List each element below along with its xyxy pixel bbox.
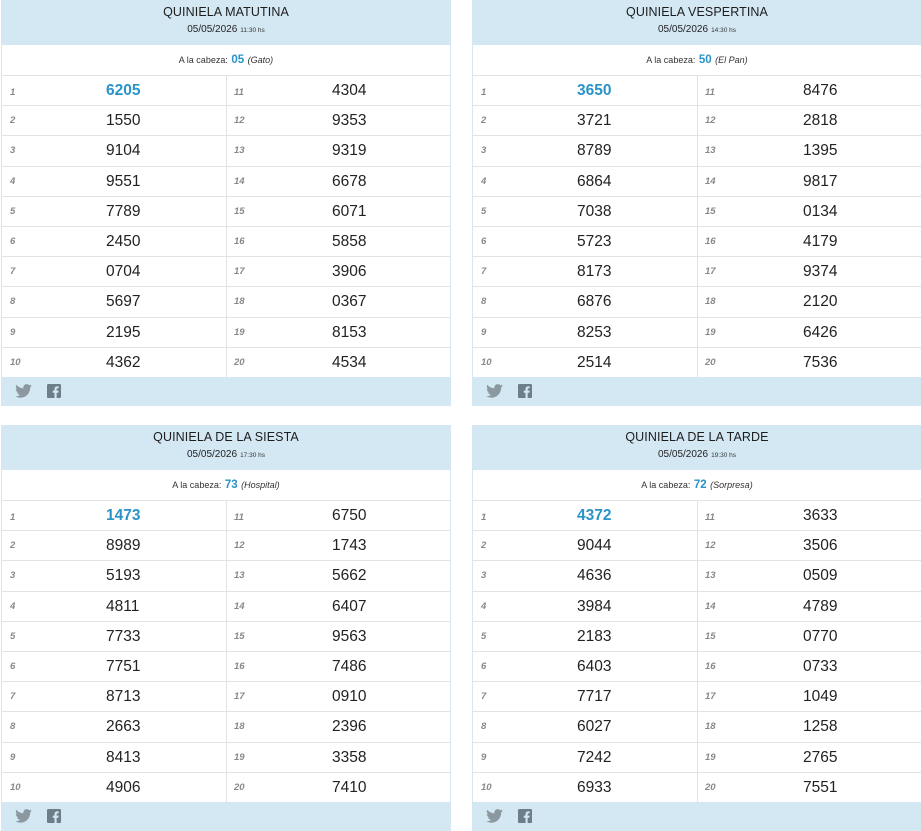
cabeza-line — [2, 470, 450, 500]
result-number: 2514 — [577, 353, 612, 371]
result-position: 16 — [705, 235, 716, 247]
result-position: 18 — [705, 296, 716, 308]
result-position: 1 — [481, 87, 487, 98]
result-number: 9319 — [332, 142, 367, 160]
result-row — [697, 621, 921, 651]
result-row — [473, 681, 697, 711]
card-date-line — [1, 24, 451, 35]
result-row — [473, 317, 697, 347]
result-row — [226, 286, 450, 316]
result-row — [697, 286, 921, 316]
result-row — [2, 226, 226, 256]
result-position: 17 — [705, 691, 716, 703]
result-row — [226, 226, 450, 256]
result-position: 5 — [481, 630, 487, 642]
result-position: 11 — [234, 512, 244, 523]
result-number: 0509 — [803, 567, 838, 585]
result-row — [473, 196, 697, 226]
cabeza-number: 73 — [224, 479, 238, 491]
card-date: 05/05/2026 — [187, 24, 238, 35]
result-position: 15 — [234, 205, 245, 217]
result-number: 0367 — [332, 293, 367, 311]
result-position: 9 — [481, 326, 487, 338]
result-position: 15 — [705, 205, 716, 217]
result-row — [473, 135, 697, 165]
result-row — [473, 530, 697, 560]
share-bar — [472, 802, 921, 830]
result-row — [2, 742, 226, 772]
result-number: 7751 — [106, 657, 141, 675]
result-number: 0910 — [332, 688, 367, 706]
result-position: 11 — [705, 512, 715, 523]
result-position: 11 — [705, 87, 715, 98]
result-position: 19 — [705, 326, 716, 338]
result-number: 5858 — [332, 232, 367, 250]
result-position: 9 — [10, 326, 16, 338]
result-number: 7410 — [332, 778, 367, 796]
result-row — [473, 256, 697, 286]
card-date: 05/05/2026 — [658, 449, 709, 460]
result-row — [473, 105, 697, 135]
result-number: 8173 — [577, 263, 612, 281]
result-row — [473, 500, 697, 530]
result-position: 16 — [234, 235, 245, 247]
result-number: 2183 — [577, 627, 612, 645]
result-row — [2, 105, 226, 135]
result-number: 1258 — [803, 718, 838, 736]
cabeza-line — [473, 45, 921, 75]
result-position: 16 — [705, 660, 716, 672]
result-position: 14 — [705, 600, 716, 612]
facebook-icon[interactable] — [47, 809, 61, 823]
result-row — [2, 621, 226, 651]
result-position: 18 — [234, 721, 245, 733]
result-row — [697, 591, 921, 621]
result-row — [226, 256, 450, 286]
quiniela-card — [1, 425, 451, 831]
result-number: 2195 — [106, 323, 141, 341]
result-position: 18 — [234, 296, 245, 308]
result-row — [697, 317, 921, 347]
result-number: 7038 — [577, 202, 612, 220]
card-title: QUINIELA VESPERTINA — [626, 5, 768, 19]
result-number: 6750 — [332, 507, 367, 524]
result-row — [226, 135, 450, 165]
result-number: 5662 — [332, 567, 367, 585]
result-number: 9353 — [332, 112, 367, 130]
result-row — [473, 286, 697, 316]
result-number: 8153 — [332, 323, 367, 341]
result-position: 7 — [481, 266, 487, 278]
result-number: 3506 — [803, 537, 838, 555]
cabeza-number: 50 — [698, 54, 712, 66]
result-position: 5 — [10, 630, 16, 642]
result-position: 19 — [234, 751, 245, 763]
result-row — [2, 317, 226, 347]
result-number: 5697 — [106, 293, 141, 311]
result-row — [697, 651, 921, 681]
result-position: 2 — [481, 540, 487, 552]
result-row — [226, 196, 450, 226]
result-position: 20 — [234, 356, 245, 368]
result-row — [697, 560, 921, 590]
card-title: QUINIELA DE LA TARDE — [625, 430, 769, 444]
result-row — [697, 166, 921, 196]
result-number: 1743 — [332, 537, 367, 555]
result-number: 3650 — [577, 82, 612, 99]
result-number: 9551 — [106, 172, 141, 190]
results-grid — [473, 75, 921, 377]
result-position: 7 — [10, 266, 16, 278]
result-number: 9104 — [106, 142, 141, 160]
result-number: 6864 — [577, 172, 612, 190]
result-position: 8 — [10, 296, 16, 308]
result-position: 12 — [705, 115, 716, 127]
result-number: 4811 — [106, 597, 140, 615]
result-position: 7 — [481, 691, 487, 703]
result-number: 3358 — [332, 748, 367, 766]
result-position: 13 — [705, 570, 716, 582]
result-position: 4 — [10, 600, 16, 612]
result-position: 18 — [705, 721, 716, 733]
result-position: 4 — [10, 175, 16, 187]
result-row — [697, 256, 921, 286]
result-row — [226, 772, 450, 802]
result-position: 9 — [10, 751, 16, 763]
result-row — [226, 75, 450, 105]
result-position: 13 — [705, 145, 716, 157]
result-position: 1 — [481, 512, 487, 523]
result-number: 6426 — [803, 323, 838, 341]
result-row — [473, 347, 697, 377]
result-number: 3721 — [577, 112, 612, 130]
result-position: 2 — [10, 540, 16, 552]
result-row — [697, 226, 921, 256]
result-row — [2, 530, 226, 560]
card-title: QUINIELA DE LA SIESTA — [153, 430, 299, 444]
card-header — [1, 425, 451, 470]
result-number: 9044 — [577, 537, 612, 555]
result-position: 5 — [10, 205, 16, 217]
result-position: 8 — [481, 296, 487, 308]
result-row — [2, 196, 226, 226]
result-position: 9 — [481, 751, 487, 763]
result-row — [697, 347, 921, 377]
result-row — [226, 500, 450, 530]
result-number: 8713 — [106, 688, 141, 706]
cabeza-line — [2, 45, 450, 75]
card-time: 19:30 hs — [711, 452, 736, 459]
result-position: 1 — [10, 512, 16, 523]
result-position: 8 — [481, 721, 487, 733]
quiniela-card — [472, 0, 921, 406]
card-header — [472, 425, 921, 470]
result-number: 7789 — [106, 202, 141, 220]
result-position: 19 — [705, 751, 716, 763]
result-row — [2, 591, 226, 621]
result-number: 6071 — [332, 202, 367, 220]
cabeza-word: (Gato) — [247, 55, 274, 65]
result-position: 12 — [705, 540, 716, 552]
result-row — [226, 560, 450, 590]
result-number: 7551 — [803, 778, 838, 796]
result-number: 1473 — [106, 507, 141, 524]
result-row — [2, 256, 226, 286]
quiniela-card — [472, 425, 921, 831]
result-row — [226, 681, 450, 711]
result-position: 1 — [10, 87, 16, 98]
result-number: 0704 — [106, 263, 141, 281]
cabeza-number: 05 — [231, 54, 245, 66]
result-row — [2, 166, 226, 196]
result-row — [473, 166, 697, 196]
result-row — [473, 621, 697, 651]
result-position: 14 — [234, 600, 245, 612]
result-number: 5193 — [106, 567, 141, 585]
result-row — [697, 500, 921, 530]
result-position: 17 — [234, 691, 245, 703]
result-number: 2818 — [803, 112, 838, 130]
card-time: 14:30 hs — [711, 27, 736, 34]
result-number: 6407 — [332, 597, 367, 615]
result-row — [2, 500, 226, 530]
result-row — [697, 681, 921, 711]
result-number: 7486 — [332, 657, 367, 675]
result-position: 4 — [481, 600, 487, 612]
cabeza-label: A la cabeza: — [646, 55, 696, 65]
facebook-icon[interactable] — [47, 384, 61, 398]
result-row — [2, 560, 226, 590]
result-number: 7717 — [577, 688, 612, 706]
result-number: 4534 — [332, 353, 367, 371]
facebook-icon[interactable] — [518, 384, 532, 398]
result-position: 2 — [481, 115, 487, 127]
result-row — [473, 226, 697, 256]
share-bar — [1, 377, 451, 405]
result-number: 0134 — [803, 202, 838, 220]
result-number: 1550 — [106, 112, 141, 130]
result-row — [697, 772, 921, 802]
result-position: 6 — [10, 660, 16, 672]
result-position: 6 — [10, 235, 16, 247]
twitter-icon[interactable] — [15, 809, 32, 823]
result-number: 0770 — [803, 627, 838, 645]
card-time: 11:30 hs — [240, 27, 265, 34]
result-number: 6205 — [106, 82, 141, 99]
result-number: 9817 — [803, 172, 838, 190]
result-row — [2, 772, 226, 802]
result-position: 2 — [10, 115, 16, 127]
result-number: 4304 — [332, 82, 367, 99]
result-position: 17 — [705, 266, 716, 278]
result-position: 13 — [234, 570, 245, 582]
result-number: 4906 — [106, 778, 141, 796]
result-row — [2, 681, 226, 711]
result-position: 12 — [234, 115, 245, 127]
result-row — [226, 621, 450, 651]
result-position: 20 — [705, 356, 716, 368]
result-number: 4636 — [577, 567, 612, 585]
result-position: 3 — [481, 145, 487, 157]
result-row — [697, 711, 921, 741]
result-row — [226, 742, 450, 772]
result-row — [697, 105, 921, 135]
result-number: 4789 — [803, 597, 838, 615]
cabeza-label: A la cabeza: — [172, 480, 222, 490]
result-position: 7 — [10, 691, 16, 703]
result-row — [697, 196, 921, 226]
result-row — [473, 75, 697, 105]
share-bar — [1, 802, 451, 830]
result-position: 20 — [234, 781, 245, 793]
result-number: 8476 — [803, 82, 838, 99]
result-number: 0733 — [803, 657, 838, 675]
card-header — [1, 0, 451, 45]
result-position: 14 — [234, 175, 245, 187]
result-position: 3 — [10, 570, 16, 582]
result-row — [697, 75, 921, 105]
cabeza-line — [473, 470, 921, 500]
result-number: 5723 — [577, 232, 612, 250]
result-row — [2, 135, 226, 165]
card-date: 05/05/2026 — [658, 24, 709, 35]
result-position: 6 — [481, 235, 487, 247]
result-position: 3 — [481, 570, 487, 582]
result-number: 1395 — [803, 142, 838, 160]
result-position: 17 — [234, 266, 245, 278]
result-row — [473, 591, 697, 621]
result-position: 6 — [481, 660, 487, 672]
result-position: 10 — [481, 356, 492, 368]
result-number: 9563 — [332, 627, 367, 645]
result-number: 8413 — [106, 748, 141, 766]
result-position: 12 — [234, 540, 245, 552]
card-date: 05/05/2026 — [187, 449, 238, 460]
result-row — [473, 772, 697, 802]
result-number: 8253 — [577, 323, 612, 341]
result-position: 16 — [234, 660, 245, 672]
twitter-icon[interactable] — [486, 384, 503, 398]
result-position: 5 — [481, 205, 487, 217]
result-position: 15 — [234, 630, 245, 642]
result-row — [473, 742, 697, 772]
twitter-icon[interactable] — [486, 809, 503, 823]
cabeza-label: A la cabeza: — [178, 55, 228, 65]
result-position: 8 — [10, 721, 16, 733]
result-row — [473, 711, 697, 741]
result-number: 3906 — [332, 263, 367, 281]
result-position: 11 — [234, 87, 244, 98]
result-number: 2765 — [803, 748, 838, 766]
results-grid — [2, 500, 450, 802]
result-row — [2, 711, 226, 741]
result-row — [226, 347, 450, 377]
facebook-icon[interactable] — [518, 809, 532, 823]
result-number: 2396 — [332, 718, 367, 736]
result-row — [2, 75, 226, 105]
result-number: 2120 — [803, 293, 838, 311]
result-number: 7536 — [803, 353, 838, 371]
result-number: 4362 — [106, 353, 141, 371]
cabeza-word: (El Pan) — [715, 55, 748, 65]
twitter-icon[interactable] — [15, 384, 32, 398]
card-header — [472, 0, 921, 45]
result-number: 3633 — [803, 507, 838, 524]
result-number: 6876 — [577, 293, 612, 311]
result-position: 3 — [10, 145, 16, 157]
result-row — [473, 651, 697, 681]
result-row — [697, 742, 921, 772]
result-number: 6403 — [577, 657, 612, 675]
result-row — [226, 317, 450, 347]
result-row — [2, 347, 226, 377]
result-number: 2663 — [106, 718, 141, 736]
result-number: 3984 — [577, 597, 612, 615]
result-row — [226, 530, 450, 560]
cabeza-word: (Hospital) — [241, 480, 280, 490]
result-position: 4 — [481, 175, 487, 187]
result-position: 20 — [705, 781, 716, 793]
result-row — [226, 651, 450, 681]
result-row — [226, 591, 450, 621]
result-position: 10 — [481, 781, 492, 793]
result-row — [226, 105, 450, 135]
result-number: 9374 — [803, 263, 838, 281]
result-row — [2, 286, 226, 316]
result-number: 2450 — [106, 232, 141, 250]
result-number: 6678 — [332, 172, 367, 190]
quiniela-card — [1, 0, 451, 406]
result-position: 13 — [234, 145, 245, 157]
results-grid — [2, 75, 450, 377]
result-number: 4372 — [577, 507, 612, 524]
result-position: 14 — [705, 175, 716, 187]
result-number: 7733 — [106, 627, 141, 645]
card-title: QUINIELA MATUTINA — [163, 5, 289, 19]
results-grid — [473, 500, 921, 802]
card-date-line — [1, 449, 451, 460]
result-number: 7242 — [577, 748, 612, 766]
result-number: 4179 — [803, 232, 838, 250]
result-number: 6933 — [577, 778, 612, 796]
cabeza-word: (Sorpresa) — [710, 480, 753, 490]
result-position: 10 — [10, 356, 21, 368]
card-date-line — [472, 449, 921, 460]
result-row — [2, 651, 226, 681]
result-position: 19 — [234, 326, 245, 338]
cabeza-label: A la cabeza: — [641, 480, 691, 490]
cabeza-number: 72 — [693, 479, 707, 491]
share-bar — [472, 377, 921, 405]
result-number: 8989 — [106, 537, 141, 555]
result-row — [697, 135, 921, 165]
card-time: 17:30 hs — [240, 452, 265, 459]
result-number: 8789 — [577, 142, 612, 160]
result-number: 1049 — [803, 688, 838, 706]
result-row — [697, 530, 921, 560]
result-row — [226, 166, 450, 196]
result-position: 10 — [10, 781, 21, 793]
card-date-line — [472, 24, 921, 35]
result-row — [473, 560, 697, 590]
result-position: 15 — [705, 630, 716, 642]
result-number: 6027 — [577, 718, 612, 736]
result-row — [226, 711, 450, 741]
